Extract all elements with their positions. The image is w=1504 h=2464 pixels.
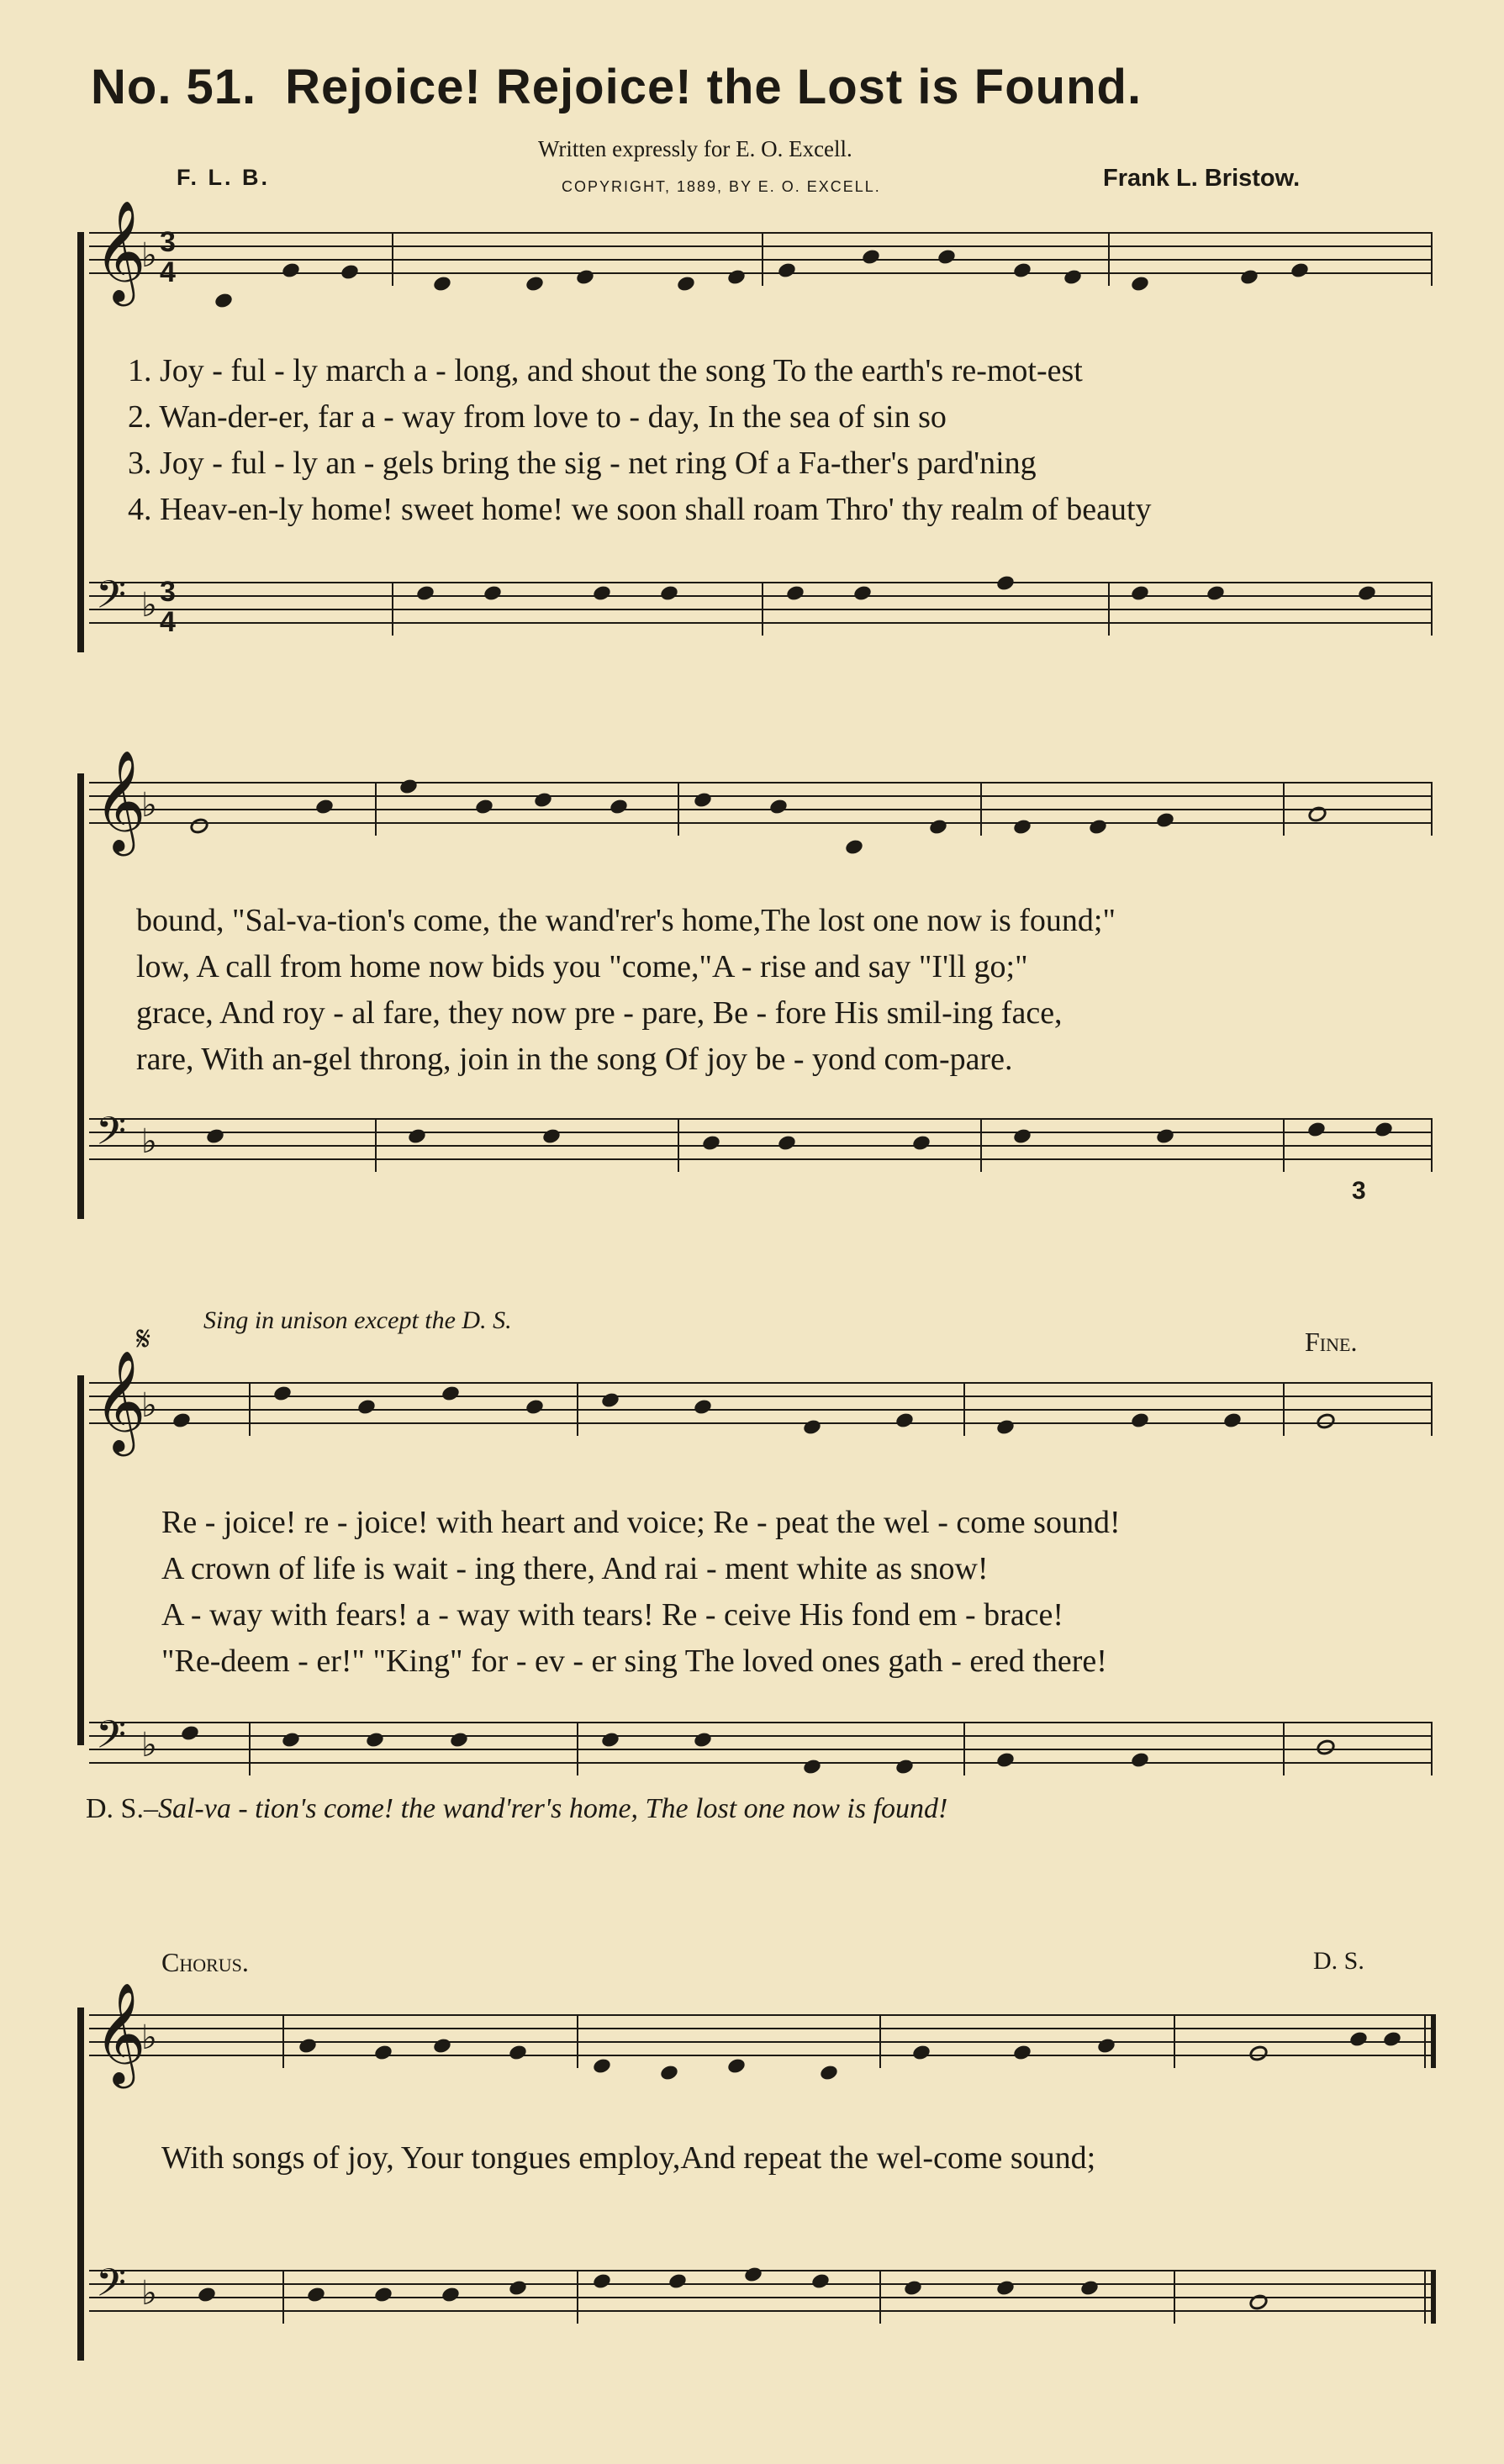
note-icon: [340, 263, 360, 281]
note-icon: [819, 2064, 839, 2081]
chorus-label: Chorus.: [161, 1947, 249, 1977]
barline: [392, 582, 393, 636]
music-system-3: [77, 1301, 1433, 1823]
composer-name: Frank L. Bristow.: [1103, 165, 1301, 192]
final-barline: [1431, 2270, 1436, 2324]
barline: [963, 1382, 965, 1436]
segno-icon: 𝄋: [136, 1320, 151, 1359]
treble-staff: [89, 199, 1433, 302]
lyric-line: rare, With an-gel throng, join in the song Of joy be - yond com-pare.: [136, 1042, 1013, 1077]
barline: [1431, 782, 1433, 836]
note-icon: [432, 275, 452, 293]
bass-staff: [89, 572, 1433, 638]
note-icon: [172, 1411, 192, 1429]
barline: [1424, 2014, 1426, 2068]
barline: [1431, 1722, 1433, 1775]
barline: [1174, 2014, 1175, 2068]
lyric-line: bound, "Sal-va-tion's come, the wand'rer's home,The lost one now is found;": [136, 903, 1116, 938]
barline: [1283, 1382, 1285, 1436]
note-icon: [525, 275, 545, 293]
flat-key-icon: ♭: [141, 236, 157, 275]
note-icon: [1130, 1751, 1150, 1769]
music-system-2: [77, 749, 1433, 1227]
note-icon: [508, 2279, 528, 2297]
half-note-icon: [1248, 2292, 1270, 2312]
note-icon: [659, 2064, 679, 2081]
note-icon: [1348, 2030, 1369, 2048]
flat-key-icon: ♭: [141, 1726, 157, 1765]
treble-staff: [89, 1981, 1433, 2084]
flat-key-icon: ♭: [141, 1122, 157, 1161]
note-icon: [356, 1398, 377, 1416]
note-icon: [449, 1731, 469, 1749]
note-icon: [726, 268, 747, 286]
note-icon: [609, 798, 629, 815]
barline: [980, 1118, 982, 1172]
barline: [1431, 582, 1433, 636]
performance-direction: Sing in unison except the D. S.: [203, 1306, 512, 1334]
note-icon: [281, 1731, 301, 1749]
barline: [678, 782, 679, 836]
barline: [678, 1118, 679, 1172]
note-icon: [911, 2044, 931, 2061]
note-icon: [1079, 2279, 1100, 2297]
lyric-line: 1. Joy - ful - ly march a - long, and shout the song To the earth's re-mot-est: [128, 353, 1083, 388]
bass-clef-icon: 𝄢: [96, 1109, 127, 1163]
note-icon: [1130, 275, 1150, 293]
time-signature-icon: 3 4: [160, 226, 176, 288]
hymn-title-line: [91, 59, 1142, 115]
lyric-line: low, A call from home now bids you "come,"A - rise and say "I'll go;": [136, 949, 1028, 984]
note-icon: [415, 584, 435, 602]
note-icon: [600, 1731, 620, 1749]
barline: [282, 2270, 284, 2324]
note-icon: [777, 261, 797, 279]
note-icon: [373, 2044, 393, 2061]
note-icon: [844, 838, 864, 856]
system-brace: [77, 232, 84, 652]
note-icon: [693, 1731, 713, 1749]
note-icon: [508, 2044, 528, 2061]
barline: [1108, 582, 1110, 636]
barline: [577, 1722, 578, 1775]
lyric-line: A - way with fears! a - way with tears! Re - ceive His fond em - brace!: [161, 1597, 1064, 1633]
note-icon: [525, 1398, 545, 1416]
note-icon: [995, 1418, 1016, 1436]
system-brace: [77, 1375, 84, 1745]
treble-clef-icon: 𝄞: [94, 199, 146, 302]
note-icon: [693, 1398, 713, 1416]
note-icon: [365, 1731, 385, 1749]
bass-staff: [89, 2261, 1433, 2324]
bass-staff: [89, 1109, 1433, 1172]
barline: [375, 1118, 377, 1172]
flat-key-icon: ♭: [141, 1386, 157, 1425]
note-icon: [600, 1391, 620, 1409]
barline: [1431, 1118, 1433, 1172]
music-system-1: [77, 199, 1433, 661]
lyric-line: grace, And roy - al fare, they now pre - pare, Be - fore His smil-ing face,: [136, 995, 1063, 1031]
note-icon: [407, 1127, 427, 1145]
barline: [879, 2014, 881, 2068]
ds-lyric-line: [86, 1786, 947, 1832]
barline: [577, 2014, 578, 2068]
note-icon: [693, 791, 713, 809]
barline: [577, 1382, 578, 1436]
note-icon: [1306, 1121, 1327, 1138]
barline: [1431, 232, 1433, 286]
bass-staff: [89, 1712, 1433, 1775]
note-icon: [1012, 2044, 1032, 2061]
note-icon: [1096, 2037, 1116, 2055]
verse-lyrics: [161, 1500, 1121, 1685]
note-icon: [937, 248, 957, 266]
note-icon: [1155, 811, 1175, 829]
note-icon: [1088, 818, 1108, 836]
treble-clef-icon: 𝄞: [94, 1981, 146, 2084]
flat-key-icon: ♭: [141, 586, 157, 625]
half-note-icon: [1315, 1411, 1338, 1431]
note-icon: [852, 584, 873, 602]
note-icon: [995, 1751, 1016, 1769]
half-note-icon: [1315, 1737, 1338, 1757]
note-icon: [894, 1758, 915, 1775]
barline: [762, 582, 763, 636]
note-icon: [298, 2037, 318, 2055]
fine-marking: Fine.: [1305, 1327, 1358, 1357]
treble-staff: [89, 749, 1433, 852]
note-icon: [802, 1418, 822, 1436]
note-icon: [894, 1411, 915, 1429]
note-icon: [1130, 584, 1150, 602]
barline: [249, 1722, 251, 1775]
bass-clef-icon: 𝄢: [96, 572, 127, 627]
note-icon: [592, 2057, 612, 2075]
note-icon: [281, 261, 301, 279]
bass-clef-icon: 𝄢: [96, 2261, 127, 2315]
note-icon: [197, 2286, 217, 2303]
barline: [577, 2270, 578, 2324]
verse-lyrics: [136, 898, 1116, 1083]
barline: [762, 232, 763, 286]
note-icon: [306, 2286, 326, 2303]
note-icon: [1290, 261, 1310, 279]
note-icon: [903, 2279, 923, 2297]
note-icon: [1374, 1121, 1394, 1138]
flat-key-icon: ♭: [141, 2274, 157, 2313]
lyric-line: With songs of joy, Your tongues employ,And repeat the wel-come sound;: [161, 2140, 1096, 2176]
note-icon: [1155, 1127, 1175, 1145]
note-icon: [1012, 818, 1032, 836]
note-icon: [1222, 1411, 1243, 1429]
note-icon: [995, 574, 1016, 592]
system-brace: [77, 2008, 84, 2361]
treble-clef-icon: 𝄞: [94, 1349, 146, 1452]
ds-marking: D. S.: [1313, 1947, 1364, 1975]
note-icon: [441, 1385, 461, 1402]
half-note-icon: [188, 815, 211, 836]
note-icon: [861, 248, 881, 266]
bass-clef-icon: 𝄢: [96, 1712, 127, 1767]
barline: [1174, 2270, 1175, 2324]
verse-lyrics: [128, 348, 1152, 533]
note-icon: [911, 1134, 931, 1152]
barline: [963, 1722, 965, 1775]
lyric-line: 4. Heav-en-ly home! sweet home! we soon shall roam Thro' thy realm of beauty: [128, 492, 1152, 527]
note-icon: [995, 2279, 1016, 2297]
note-icon: [533, 791, 553, 809]
lyric-line: A crown of life is wait - ing there, And rai - ment white as snow!: [161, 1551, 989, 1586]
flat-key-icon: ♭: [141, 786, 157, 825]
time-signature-icon: 3 4: [160, 576, 176, 638]
note-icon: [541, 1127, 562, 1145]
final-barline: [1431, 2014, 1436, 2068]
note-icon: [1130, 1411, 1150, 1429]
note-icon: [441, 2286, 461, 2303]
lyric-line: 2. Wan-der-er, far a - way from love to - day, In the sea of sin so: [128, 399, 947, 435]
barline: [375, 782, 377, 836]
triplet-mark: 3: [1352, 1177, 1366, 1205]
note-icon: [180, 1724, 200, 1742]
note-icon: [474, 798, 494, 815]
lyric-line: Re - joice! re - joice! with heart and voice; Re - peat the wel - come sound!: [161, 1505, 1121, 1540]
note-icon: [398, 778, 419, 795]
note-icon: [1012, 261, 1032, 279]
note-icon: [743, 2266, 763, 2283]
note-icon: [1239, 268, 1259, 286]
note-icon: [701, 1134, 721, 1152]
note-icon: [432, 2037, 452, 2055]
barline: [392, 232, 393, 286]
note-icon: [592, 584, 612, 602]
treble-clef-icon: 𝄞: [94, 749, 146, 852]
author-initials: F. L. B.: [177, 165, 270, 190]
barline: [1283, 1118, 1285, 1172]
barline: [1431, 1382, 1433, 1436]
lyric-line: 3. Joy - ful - ly an - gels bring the sig - net ring Of a Fa-ther's pard'ning: [128, 446, 1037, 481]
note-icon: [214, 292, 234, 309]
note-icon: [676, 275, 696, 293]
note-icon: [1063, 268, 1083, 286]
barline: [282, 2014, 284, 2068]
chorus-lyrics: [161, 2135, 1095, 2182]
barline: [980, 782, 982, 836]
note-icon: [483, 584, 503, 602]
note-icon: [1382, 2030, 1402, 2048]
music-system-4: [77, 1947, 1433, 2418]
note-icon: [1206, 584, 1226, 602]
system-brace: [77, 773, 84, 1219]
barline: [1283, 782, 1285, 836]
note-icon: [802, 1758, 822, 1775]
note-icon: [668, 2272, 688, 2290]
note-icon: [785, 584, 805, 602]
note-icon: [777, 1134, 797, 1152]
hymn-number: No. 51.: [91, 60, 257, 114]
note-icon: [1012, 1127, 1032, 1145]
note-icon: [373, 2286, 393, 2303]
lyric-line: "Re-deem - er!" "King" for - ev - er sing The loved ones gath - ered there!: [161, 1644, 1107, 1679]
note-icon: [810, 2272, 831, 2290]
note-icon: [1357, 584, 1377, 602]
note-icon: [314, 798, 335, 815]
barline: [1108, 232, 1110, 286]
note-icon: [659, 584, 679, 602]
note-icon: [726, 2057, 747, 2075]
barline: [879, 2270, 881, 2324]
treble-staff: [89, 1349, 1433, 1452]
note-icon: [592, 2272, 612, 2290]
note-icon: [575, 268, 595, 286]
barline: [1424, 2270, 1426, 2324]
half-note-icon: [1306, 804, 1329, 824]
dedication: Written expressly for E. O. Excell.: [538, 136, 852, 161]
flat-key-icon: ♭: [141, 2018, 157, 2057]
ds-lyrics: Sal-va - tion's come! the wand'rer's home, The lost one now is found!: [157, 1793, 948, 1824]
note-icon: [768, 798, 789, 815]
note-icon: [928, 818, 948, 836]
barline: [1283, 1722, 1285, 1775]
half-note-icon: [1248, 2043, 1270, 2063]
note-icon: [205, 1127, 225, 1145]
barline: [249, 1382, 251, 1436]
ds-prefix: D. S.–: [86, 1793, 158, 1824]
note-icon: [272, 1385, 293, 1402]
hymn-title: Rejoice! Rejoice! the Lost is Found.: [285, 60, 1143, 114]
copyright-notice: COPYRIGHT, 1889, BY E. O. EXCELL.: [562, 178, 881, 195]
